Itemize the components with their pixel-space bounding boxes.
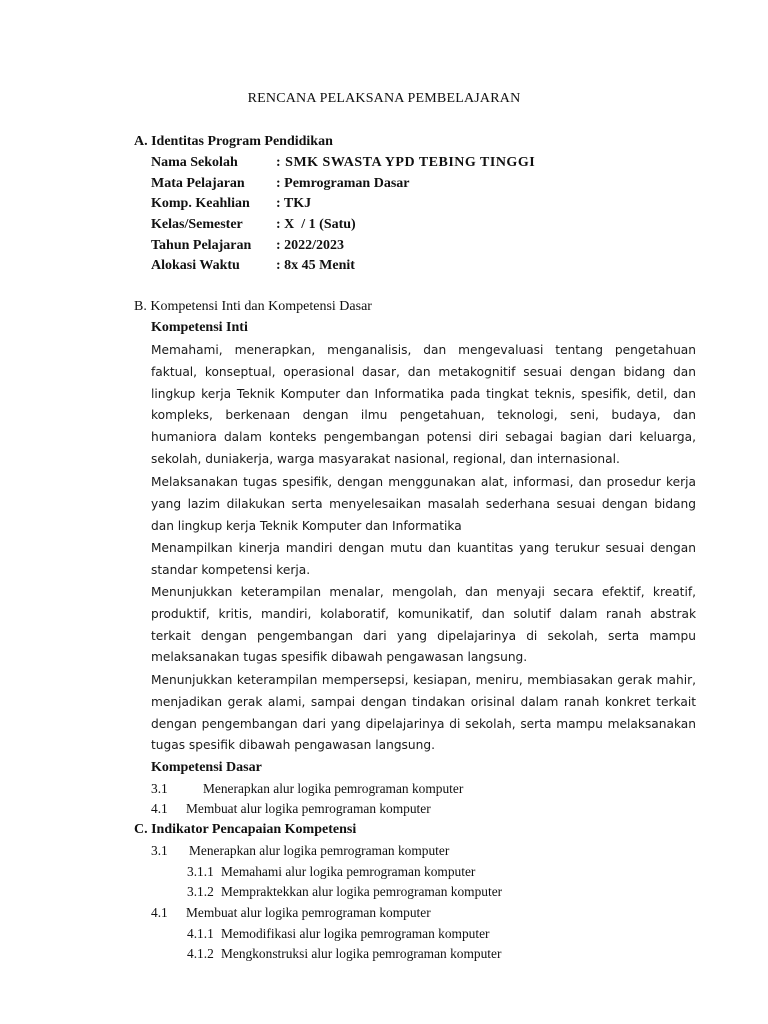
indicator-text: Mengkonstruksi alur logika pemrograman komputer <box>221 946 502 961</box>
id-label-alokasi-waktu: Alokasi Waktu <box>151 258 240 273</box>
indicator-text: Memahami alur logika pemrograman komputer <box>221 864 476 879</box>
indicator-number: 4.1.1 <box>187 926 214 941</box>
id-label-kelas-semester: Kelas/Semester <box>151 217 243 232</box>
kd-heading: Kompetensi Dasar <box>151 760 262 775</box>
indicator-text: Menerapkan alur logika pemrograman komputer <box>189 843 450 858</box>
id-label-mata-pelajaran: Mata Pelajaran <box>151 176 245 191</box>
kd-item-text: Membuat alur logika pemrograman komputer <box>186 801 431 816</box>
id-label-komp-keahlian: Komp. Keahlian <box>151 196 250 211</box>
kd-item-text: Menerapkan alur logika pemrograman komputer <box>203 781 464 796</box>
indicator-text: Memodifikasi alur logika pemrograman komputer <box>221 926 490 941</box>
kd-item-number: 3.1 <box>151 781 168 796</box>
id-value-nama-sekolah: : SMK SWASTA YPD TEBING TINGGI <box>276 155 536 170</box>
kd-item-number: 4.1 <box>151 801 168 816</box>
section-b-heading: B. Kompetensi Inti dan Kompetensi Dasar <box>134 299 372 314</box>
indicator-text: Membuat alur logika pemrograman komputer <box>186 905 431 920</box>
ki-paragraph-5: Menunjukkan keterampilan mempersepsi, kesiapan, meniru, membiasakan gerak mahir, menjadikan gerak alami, sampai dengan tindakan orisinal dalam ranah konkret terkait dengan pengembangan dari yang dipelajarinya di sekolah, serta mampu melaksanakan tugas spesifik dibawah pengawasan langsung. <box>151 673 696 753</box>
id-label-nama-sekolah: Nama Sekolah <box>151 155 238 170</box>
indicator-number: 3.1 <box>151 843 168 858</box>
document-title: RENCANA PELAKSANA PEMBELAJARAN <box>247 91 521 106</box>
section-a-heading: A. Identitas Program Pendidikan <box>134 134 333 149</box>
indicator-number: 4.1 <box>151 905 168 920</box>
indicator-text: Mempraktekkan alur logika pemrograman komputer <box>221 884 503 899</box>
indicator-number: 3.1.1 <box>187 864 214 879</box>
id-value-tahun-pelajaran: : 2022/2023 <box>276 238 345 253</box>
id-value-mata-pelajaran: : Pemrograman Dasar <box>276 176 410 191</box>
ki-paragraph-3: Menampilkan kinerja mandiri dengan mutu dan kuantitas yang terukur sesuai dengan standar kompetensi kerja. <box>151 541 696 577</box>
ki-paragraph-4: Menunjukkan keterampilan menalar, mengolah, dan menyaji secara efektif, kreatif, produktif, kritis, mandiri, kolaboratif, komunikatif, dan solutif dalam ranah abstrak terkait dengan pengembangan dari yang dipelajarinya di sekolah, serta mampu melaksanakan tugas spesifik dibawah pengawasan langsung. <box>151 585 696 665</box>
id-label-tahun-pelajaran: Tahun Pelajaran <box>151 238 252 253</box>
id-value-kelas-semester: : X / 1 (Satu) <box>276 217 356 232</box>
section-c-heading: C. Indikator Pencapaian Kompetensi <box>134 822 357 837</box>
ki-paragraph-1: Memahami, menerapkan, menganalisis, dan mengevaluasi tentang pengetahuan faktual, konseptual, operasional dasar, dan metakognitif sesuai dengan bidang dan lingkup kerja Teknik Komputer dan Informatika pada tingkat teknis, spesifik, detil, dan kompleks, berkenaan dengan ilmu pengetahuan, teknologi, seni, budaya, dan humaniora dalam konteks pengembangan potensi diri sebagai bagian dari keluarga, sekolah, duniakerja, warga masyarakat nasional, regional, dan internasional. <box>151 343 696 466</box>
indicator-number: 4.1.2 <box>187 946 214 961</box>
ki-paragraph-2: Melaksanakan tugas spesifik, dengan menggunakan alat, informasi, dan prosedur kerja yang lazim dilakukan serta menyelesaikan masalah sederhana sesuai dengan bidang dan lingkup kerja Teknik Komputer dan Informatika <box>151 475 696 533</box>
indicator-number: 3.1.2 <box>187 884 214 899</box>
ki-heading: Kompetensi Inti <box>151 320 248 335</box>
id-value-komp-keahlian: : TKJ <box>276 196 312 211</box>
id-value-alokasi-waktu: : 8x 45 Menit <box>276 258 355 273</box>
